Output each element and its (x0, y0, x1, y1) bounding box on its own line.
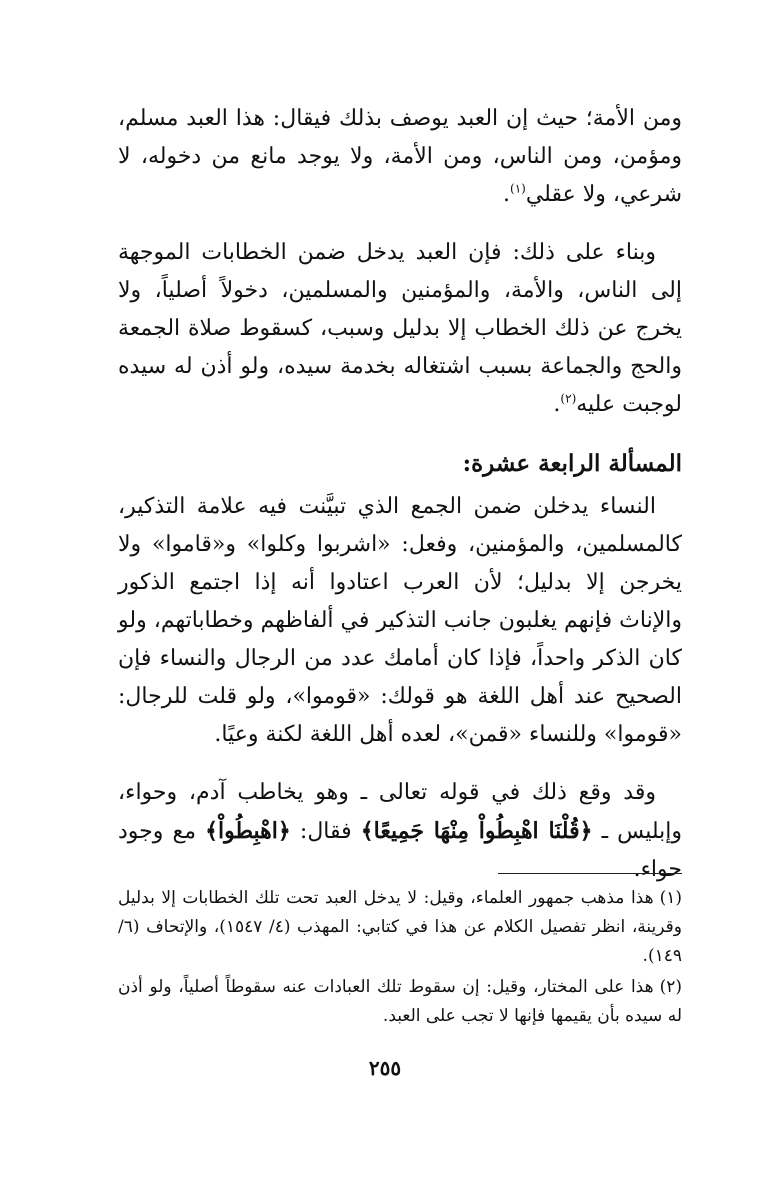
paragraph-4-text-c: مع وجود حواء. (118, 819, 682, 882)
page-number: ٢٥٥ (368, 1056, 402, 1080)
quran-verse-1: ﴿قُلْنَا اهْبِطُواْ مِنْهَا جَمِيعًا﴾ (360, 818, 593, 844)
main-text (118, 100, 682, 889)
footnote-1-text: هذا مذهب جمهور العلماء، وقيل: لا يدخل العبد تحت تلك الخطابات إلا بدليل وقرينة، انظر تفصيل الكلام عن هذا في كتابي: المهذب (٤/ ١٥٤٧)، والإتحاف (٦/ ١٤٩). (118, 888, 682, 966)
paragraph-1 (118, 100, 682, 214)
paragraph-4-text-b: فقال: (290, 819, 361, 844)
paragraph-1-end: . (503, 182, 510, 207)
footnote-divider (498, 873, 682, 874)
footnote-1 (118, 884, 682, 971)
footnote-2-number: (٢) (659, 977, 682, 997)
paragraph-2-text: وبناء على ذلك: فإن العبد يدخل ضمن الخطابات الموجهة إلى الناس، والأمة، والمؤمنين والمسلمين، دخولاً أصلياً، ولا يخرج عن ذلك الخطاب إلا بدليل وسبب، كسقوط صلاة الجمعة والحج والجماعة بسبب اشتغاله بخدمة سيده، ولو أذن له سيده لوجبت عليه (118, 240, 682, 417)
paragraph-1-text: ومن الأمة؛ حيث إن العبد يوصف بذلك فيقال: هذا العبد مسلم، ومؤمن، ومن الناس، ومن الأمة، ولا يوجد مانع من دخوله، لا شرعي، ولا عقلي (118, 106, 682, 207)
footnote-2-text: هذا على المختار، وقيل: إن سقوط تلك العبادات عنه سقوطاً أصلياً، ولو أذن له سيده بأن يقيمها فإنها لا تجب على العبد. (118, 977, 682, 1026)
footnote-ref-2: (٢) (560, 391, 577, 406)
footnote-1-number: (١) (659, 888, 682, 908)
paragraph-4-text-a: وقد وقع ذلك في قوله تعالى ـ وهو يخاطب آدم، وحواء، وإبليس ـ (118, 780, 682, 844)
section-heading: المسألة الرابعة عشرة: (462, 450, 682, 477)
paragraph-4 (118, 774, 682, 889)
paragraph-3-text: النساء يدخلن ضمن الجمع الذي تبيَّنت فيه علامة التذكير، كالمسلمين، والمؤمنين، وفعل: «اشربوا وكلوا» و«قاموا» ولا يخرجن إلا بدليل؛ لأن العرب اعتادوا أنه إذا اجتمع الذكور والإناث فإنهم يغلبون جانب التذكير في ألفاظهم وخطاباتهم، ولو كان الذكر واحداً، فإذا كان أمامك عدد من الرجال والنساء فإن الصحيح عند أهل اللغة هو قولك: «قوموا»، ولو قلت للرجال: «قوموا» وللنساء «قمن»، لعده أهل اللغة لكنة وعيًا. (118, 494, 683, 747)
footnote-ref-1: (١) (510, 181, 526, 196)
paragraph-3 (118, 488, 682, 754)
footnote-2 (118, 973, 682, 1031)
quran-verse-2: ﴿اهْبِطُواْ﴾ (205, 818, 291, 844)
paragraph-2 (118, 234, 682, 424)
paragraph-2-end: . (553, 392, 561, 417)
footnotes (118, 884, 682, 1033)
